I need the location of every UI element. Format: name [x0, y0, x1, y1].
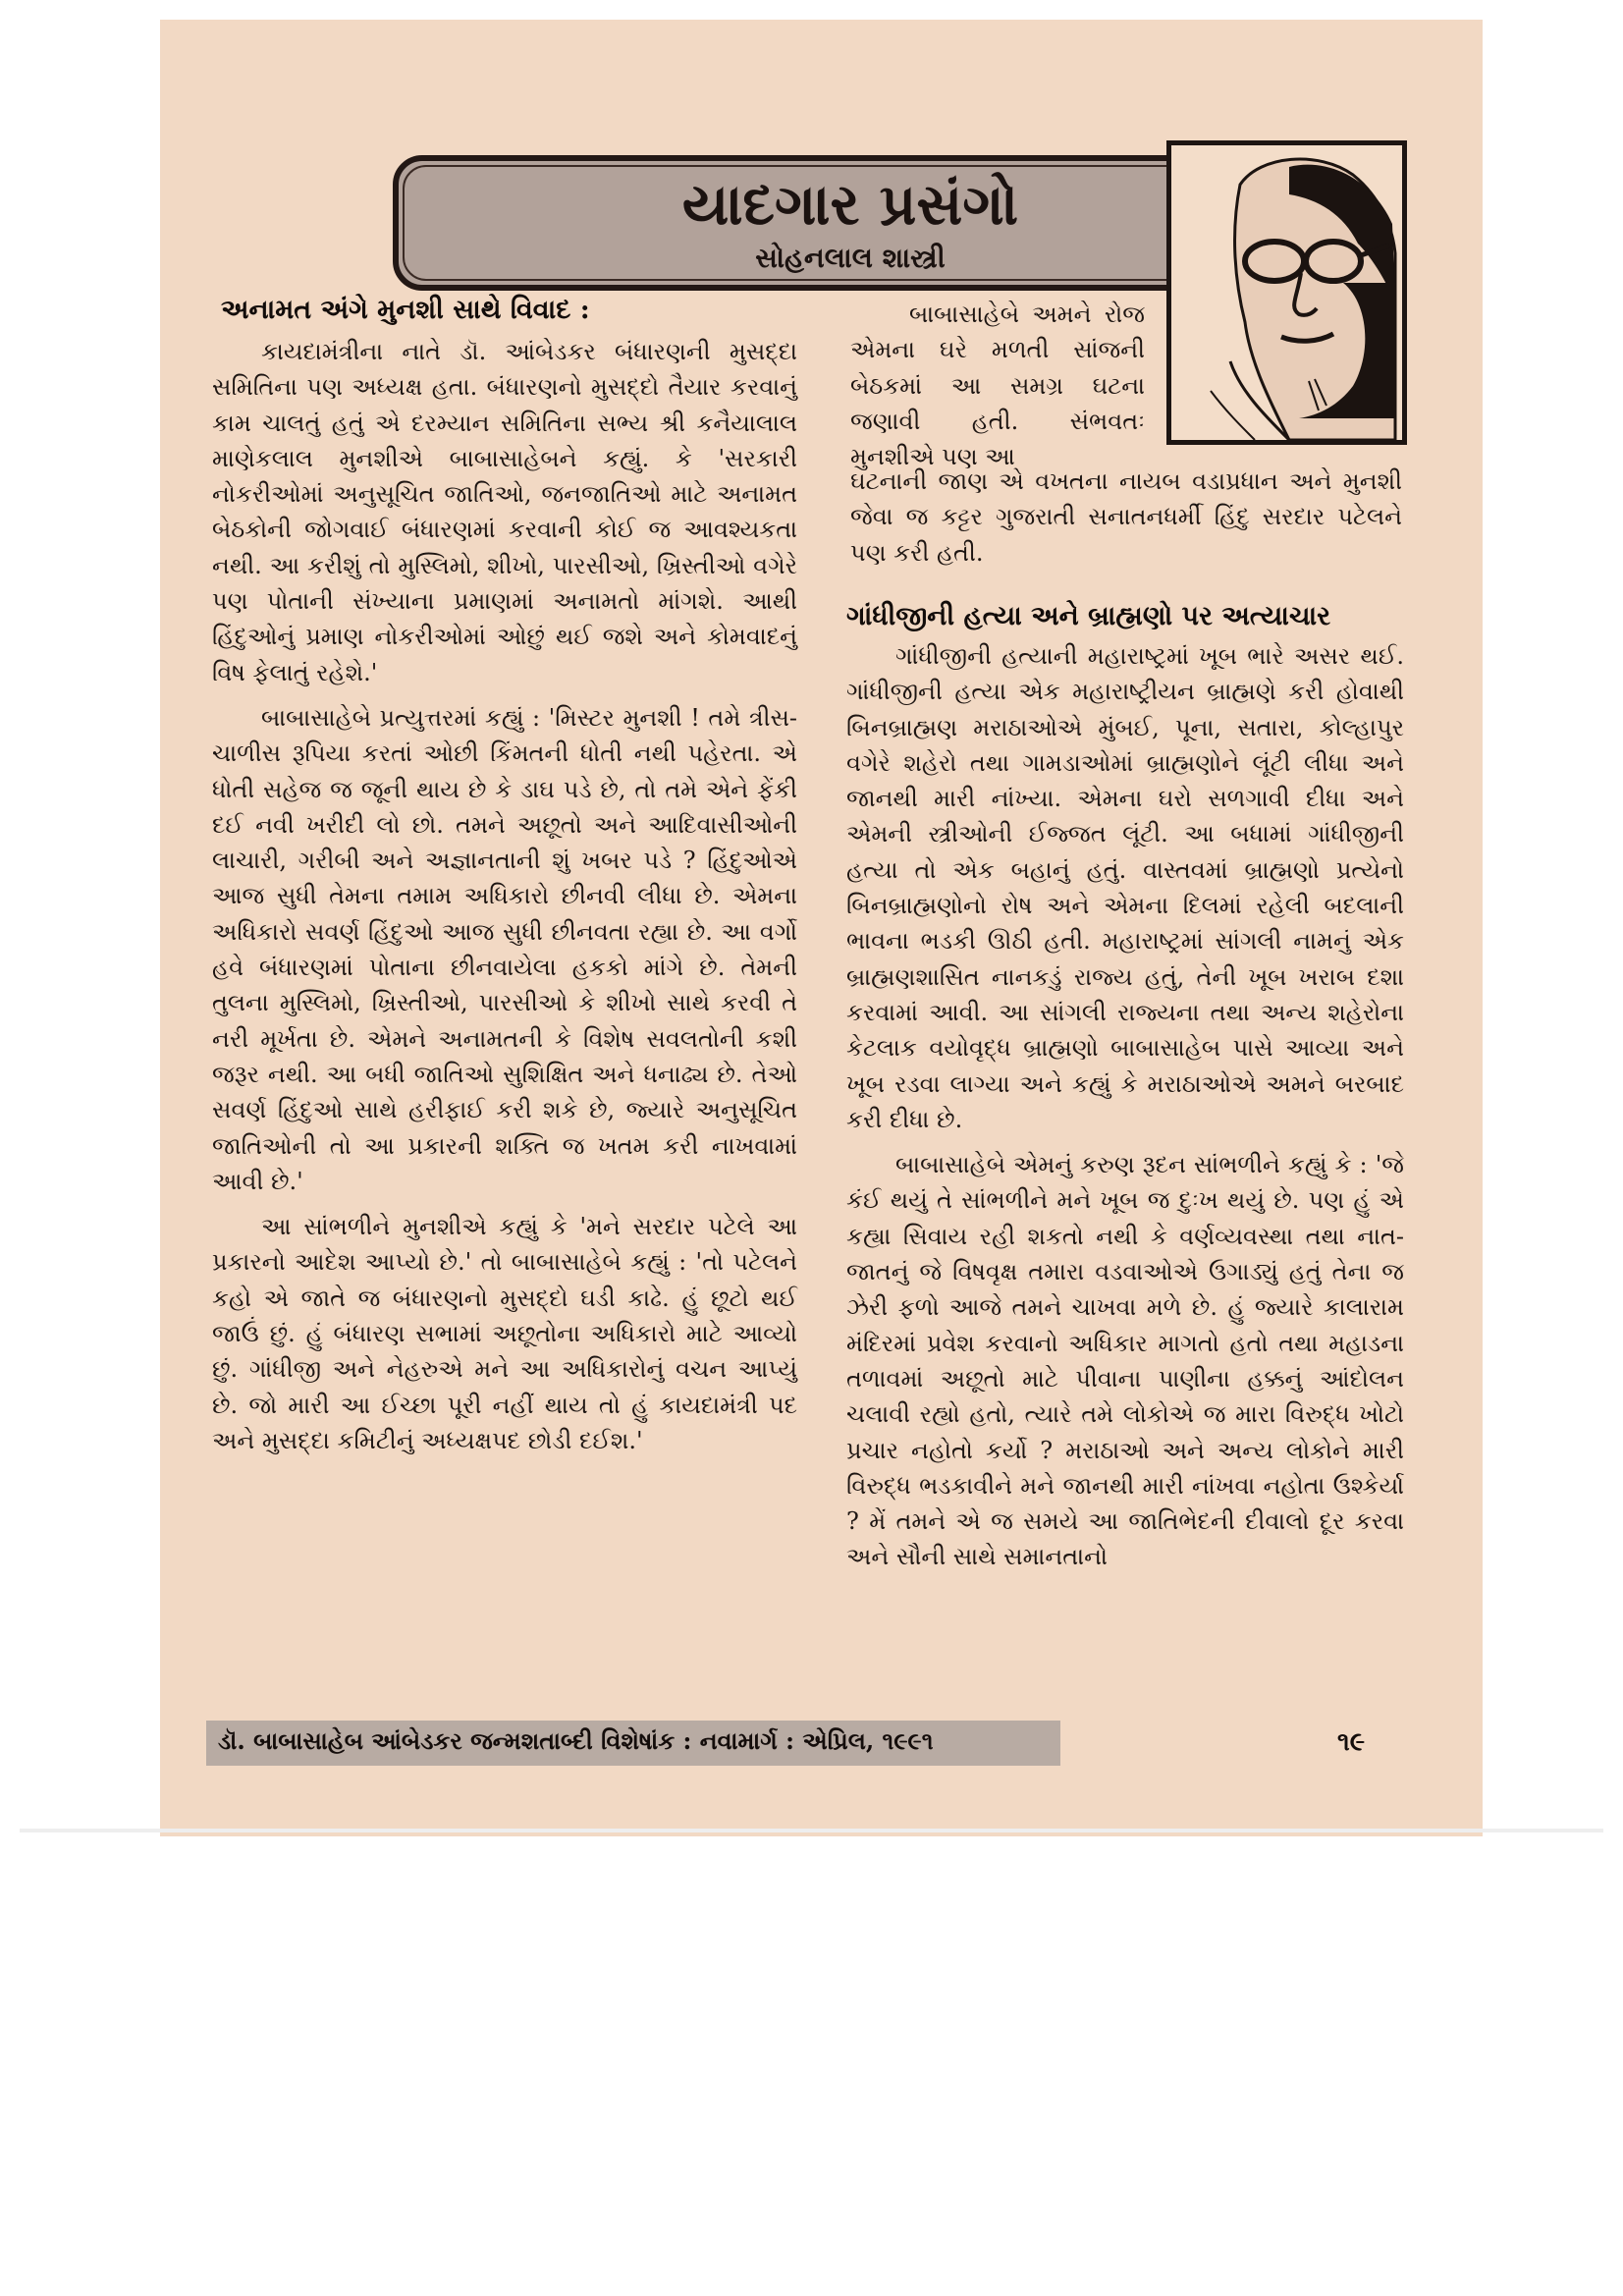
page-title: યાદગાર પ્રસંગો — [681, 171, 1019, 238]
right-column-continuation — [850, 464, 1402, 580]
paragraph: બાબાસાહેબે એમનું કરુણ રૂદન સાંભળીને કહ્યું કે : 'જે કંઈ થયું તે સાંભળીને મને ખૂબ જ દુઃખ થયું છે. પણ હું એ કહ્યા સિવાય રહી શકતો નથી કે વર્ણવ્યવસ્થા તથા નાત-જાતનું જે વિષવૃક્ષ તમારા વડવાઓએ ઉગાડ્યું હતું તેના જ ઝેરી ફળો આજે તમને ચાખવા મળે છે. હું જ્યારે કાલારામ મંદિરમાં પ્રવેશ કરવાનો અધિકાર માગતો હતો તથા મહાડના તળાવમાં અછૂતો માટે પીવાના પાણીના હક્કનું આંદોલન ચલાવી રહ્યો હતો, ત્યારે તમે લોકોએ જ મારા વિરુદ્ધ ખોટો પ્રચાર નહોતો કર્યો ? મરાઠાઓ અને અન્ય લોકોને મારી વિરુદ્ધ ભડકાવીને મને જાનથી મારી નાંખવા નહોતા ઉશ્કેર્યા ? મેં તમને એ જ સમયે આ જાતિભેદની દીવાલો દૂર કરવા અને સૌની સાથે સમાનતાનો — [846, 1151, 1404, 1571]
left-column-text — [212, 334, 797, 1468]
paragraph: ઘટનાની જાણ એ વખતના નાયબ વડાપ્રધાન અને મુનશી જેવા જ કટ્ટર ગુજરાતી સનાતનધર્મી હિંદુ સરદાર પટેલને પણ કરી હતી. — [850, 467, 1402, 567]
section-heading-reservation: અનામત અંગે મુનશી સાથે વિવાદ : — [221, 295, 590, 325]
footer-text: ડૉ. બાબાસાહેબ આંબેડકર જન્મશતાબ્દી વિશેષાંક : નવામાર્ગ : એપ્રિલ, ૧૯૯૧ — [218, 1726, 934, 1755]
paragraph: ગાંધીજીની હત્યાની મહારાષ્ટ્રમાં ખૂબ ભારે અસર થઈ. ગાંધીજીની હત્યા એક મહારાષ્ટ્રીયન બ્રાહ્મણે કરી હોવાથી બિનબ્રાહ્મણ મરાઠાઓએ મુંબઈ, પૂના, સતારા, કોલ્હાપુર વગેરે શહેરો તથા ગામડાઓમાં બ્રાહ્મણોને લૂંટી લીધા અને જાનથી મારી નાંખ્યા. એમના ઘરો સળગાવી દીધા અને એમની સ્ત્રીઓની ઈજ્જત લૂંટી. આ બધામાં ગાંધીજીની હત્યા તો એક બહાનું હતું. વાસ્તવમાં બ્રાહ્મણો પ્રત્યેનો બિનબ્રાહ્મણોનો રોષ અને એમના દિલમાં રહેલી બદલાની ભાવના ભડકી ઊઠી હતી. મહારાષ્ટ્રમાં સાંગલી નામનું એક બ્રાહ્મણશાસિત નાનકડું રાજ્ય હતું, તેની ખૂબ ખરાબ દશા કરવામાં આવી. આ સાંગલી રાજ્યના તથા અન્ય શહેરોના કેટલાક વયોવૃદ્ધ બ્રાહ્મણો બાબાસાહેબ પાસે આવ્યા અને ખૂબ રડવા લાગ્યા અને કહ્યું કે મરાઠાઓએ અમને બરબાદ કરી દીધા છે. — [846, 642, 1404, 1133]
paragraph: આ સાંભળીને મુનશીએ કહ્યું કે 'મને સરદાર પટેલે આ પ્રકારનો આદેશ આપ્યો છે.' તો બાબાસાહેબે કહ્યું : 'તો પટેલને કહો એ જાતે જ બંધારણનો મુસદ્દો ઘડી કાઢે. હું છૂટો થઈ જાઉં છું. હું બંધારણ સભામાં અછૂતોના અધિકારો માટે આવ્યો છું. ગાંધીજી અને નેહરુએ મને આ અધિકારોનું વચન આપ્યું છે. જો મારી આ ઈચ્છા પૂરી નહીં થાય તો હું કાયદામંત્રી પદ અને મુસદ્દા કમિટીનું અધ્યક્ષપદ છોડી દઈશ.' — [212, 1213, 797, 1454]
right-column-intro — [850, 297, 1145, 484]
paragraph: બાબાસાહેબે અમને રોજ એમના ઘરે મળતી સાંજની બેઠકમાં આ સમગ્ર ઘટના જણાવી હતી. સંભવતઃ મુનશીએ પણ આ — [850, 301, 1145, 471]
section-heading-gandhi: ગાંધીજીની હત્યા અને બ્રાહ્મણો પર અત્યાચાર — [846, 601, 1331, 631]
portrait-sketch-icon — [1171, 145, 1402, 440]
author-name: સોહનલાલ શાસ્ત્રી — [755, 242, 946, 274]
paragraph: કાયદામંત્રીના નાતે ડૉ. આંબેડકર બંધારણની મુસદ્દા સમિતિના પણ અધ્યક્ષ હતા. બંધારણનો મુસદ્દો તૈયાર કરવાનું કામ ચાલતું હતું એ દરમ્યાન સમિતિના સભ્ય શ્રી કનૈયાલાલ માણેકલાલ મુનશીએ બાબાસાહેબને કહ્યું. કે 'સરકારી નોકરીઓમાં અનુસૂચિત જાતિઓ, જનજાતિઓ માટે અનામત બેઠકોની જોગવાઈ બંધારણમાં કરવાની કોઈ જ આવશ્યકતા નથી. આ કરીશું તો મુસ્લિમો, શીખો, પારસીઓ, ખ્રિસ્તીઓ વગેરે પણ પોતાની સંખ્યાના પ્રમાણમાં અનામતો માંગશે. આથી હિંદુઓનું પ્રમાણ નોકરીઓમાં ઓછું થઈ જશે અને કોમવાદનું વિષ ફેલાતું રહેશે.' — [212, 338, 797, 686]
footer-band — [206, 1721, 1060, 1766]
page-number: ૧૯ — [1337, 1727, 1366, 1757]
portrait-image — [1166, 140, 1407, 445]
paragraph: બાબાસાહેબે પ્રત્યુત્તરમાં કહ્યું : 'મિસ્ટર મુનશી ! તમે ત્રીસ-ચાળીસ રૂપિયા કરતાં ઓછી કિંમતની ધોતી નથી પહેરતા. એ ધોતી સહેજ જ જૂની થાય છે કે ડાઘ પડે છે, તો તમે એને ફેંકી દઈ નવી ખરીદી લો છો. તમને અછૂતો અને આદિવાસીઓની લાચારી, ગરીબી અને અજ્ઞાનતાની શું ખબર પડે ? હિંદુઓએ આજ સુધી તેમના તમામ અધિકારો છીનવી લીધા છે. એમના અધિકારો સવર્ણ હિંદુઓ આજ સુધી છીનવતા રહ્યા છે. આ વર્ગો હવે બંધારણમાં પોતાના છીનવાયેલા હકકો માંગે છે. તેમની તુલના મુસ્લિમો, ખ્રિસ્તીઓ, પારસીઓ કે શીખો સાથે કરવી તે નરી મૂર્ખતા છે. એમને અનામતની કે વિશેષ સવલતોની કશી જરૂર નથી. આ બધી જાતિઓ સુશિક્ષિત અને ધનાઢ્ય છે. તેઓ સવર્ણ હિંદુઓ સાથે હરીફાઈ કરી શકે છે, જ્યારે અનુસૂચિત જાતિઓની તો આ પ્રકારની શક્તિ જ ખતમ કરી નાખવામાં આવી છે.' — [212, 703, 797, 1195]
right-column-text — [846, 638, 1404, 1585]
scan-edge — [20, 1829, 1603, 1832]
